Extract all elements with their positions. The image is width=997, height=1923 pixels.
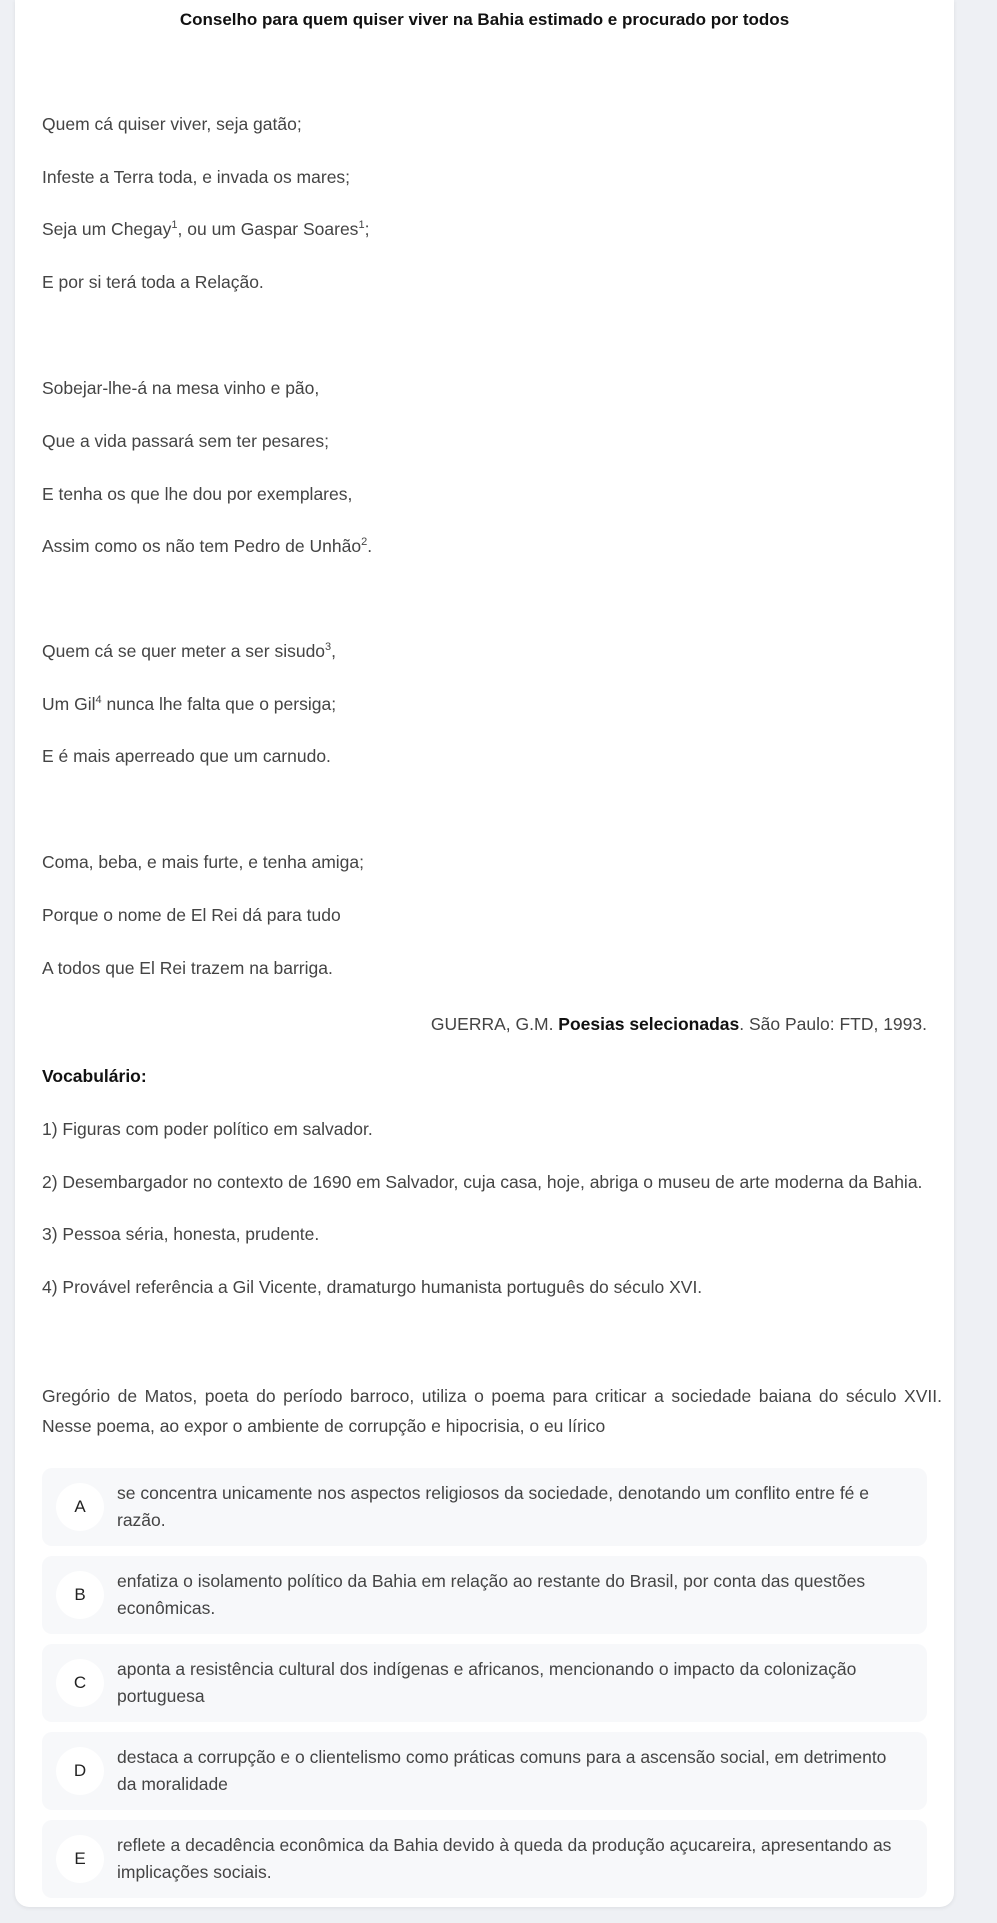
option-letter[interactable]: B <box>56 1571 104 1619</box>
option-letter[interactable]: D <box>56 1747 104 1795</box>
option-a[interactable] <box>42 1468 927 1546</box>
option-text: destaca a corrupção e o clientelismo como práticas comuns para a ascensão social, em detrimento da moralidade <box>117 1747 887 1794</box>
vocabulary-item: 2) Desembargador no contexto de 1690 em Salvador, cuja casa, hoje, abriga o museu de arte moderna da Bahia. <box>42 1172 923 1192</box>
question-card <box>15 0 954 1907</box>
citation-publisher: . São Paulo: FTD, 1993. <box>739 1014 927 1034</box>
option-letter[interactable]: E <box>56 1835 104 1883</box>
poem-text: Assim como os não tem Pedro de Unhão <box>42 536 362 556</box>
poem-line: A todos que El Rei trazem na barriga. <box>42 958 333 978</box>
citation <box>431 1014 927 1035</box>
citation-work: Poesias selecionadas <box>558 1014 740 1034</box>
poem-line <box>42 219 369 240</box>
poem-line: Coma, beba, e mais furte, e tenha amiga; <box>42 852 364 872</box>
poem-line <box>42 536 372 557</box>
option-text: enfatiza o isolamento político da Bahia em relação ao restante do Brasil, por conta das questões econômicas. <box>117 1571 866 1618</box>
footnote-marker: 4 <box>95 694 102 707</box>
poem-text: . <box>367 536 373 556</box>
footnote-marker: 1 <box>358 219 365 232</box>
poem-line: Sobejar-lhe-á na mesa vinho e pão, <box>42 378 320 398</box>
vocabulary-title: Vocabulário: <box>42 1066 147 1086</box>
poem-line: Que a vida passará sem ter pesares; <box>42 431 329 451</box>
poem-line: E é mais aperreado que um carnudo. <box>42 746 331 766</box>
poem-text: nunca lhe falta que o persiga; <box>101 694 337 714</box>
option-text: se concentra unicamente nos aspectos religiosos da sociedade, denotando um conflito entre fé e razão. <box>117 1483 870 1530</box>
option-letter[interactable]: A <box>56 1483 104 1531</box>
vocabulary-item: 1) Figuras com poder político em salvador. <box>42 1119 373 1139</box>
vocabulary-item: 3) Pessoa séria, honesta, prudente. <box>42 1224 320 1244</box>
option-d[interactable] <box>42 1732 927 1810</box>
option-text: aponta a resistência cultural dos indígenas e africanos, mencionando o impacto da colonização portuguesa <box>117 1659 857 1706</box>
poem-text: Quem cá se quer meter a ser sisudo <box>42 641 326 661</box>
poem-line: E tenha os que lhe dou por exemplares, <box>42 484 353 504</box>
citation-author: GUERRA, G.M. <box>430 1014 559 1034</box>
poem-text: , <box>331 641 337 661</box>
poem-line: E por si terá toda a Relação. <box>42 272 264 292</box>
poem-text: Seja um Chegay <box>42 219 172 239</box>
poem-line <box>42 641 336 662</box>
option-c[interactable] <box>42 1644 927 1722</box>
footnote-marker: 1 <box>171 219 178 232</box>
footnote-marker: 3 <box>325 641 332 654</box>
poem-line <box>42 694 336 715</box>
option-b[interactable] <box>42 1556 927 1634</box>
poem-line: Quem cá quiser viver, seja gatão; <box>42 114 302 134</box>
option-text: reflete a decadência econômica da Bahia devido à queda da produção açucareira, apresentando as implicações sociais. <box>117 1835 892 1882</box>
option-e[interactable] <box>42 1820 927 1898</box>
poem-text: , ou um Gaspar Soares <box>177 219 359 239</box>
question-prompt: Gregório de Matos, poeta do período barroco, utiliza o poema para criticar a sociedade baiana do século XVII. Nesse poema, ao expor o ambiente de corrupção e hipocrisia, o eu lírico <box>42 1386 942 1436</box>
poem-text: Um Gil <box>42 694 96 714</box>
poem-line: Porque o nome de El Rei dá para tudo <box>42 905 341 925</box>
poem-text: ; <box>364 219 370 239</box>
option-letter[interactable]: C <box>56 1659 104 1707</box>
vocabulary-item: 4) Provável referência a Gil Vicente, dramaturgo humanista português do século XVI. <box>42 1277 703 1297</box>
poem-line: Infeste a Terra toda, e invada os mares; <box>42 167 351 187</box>
footnote-marker: 2 <box>361 536 368 549</box>
poem-title: Conselho para quem quiser viver na Bahia estimado e procurado por todos <box>179 10 790 29</box>
